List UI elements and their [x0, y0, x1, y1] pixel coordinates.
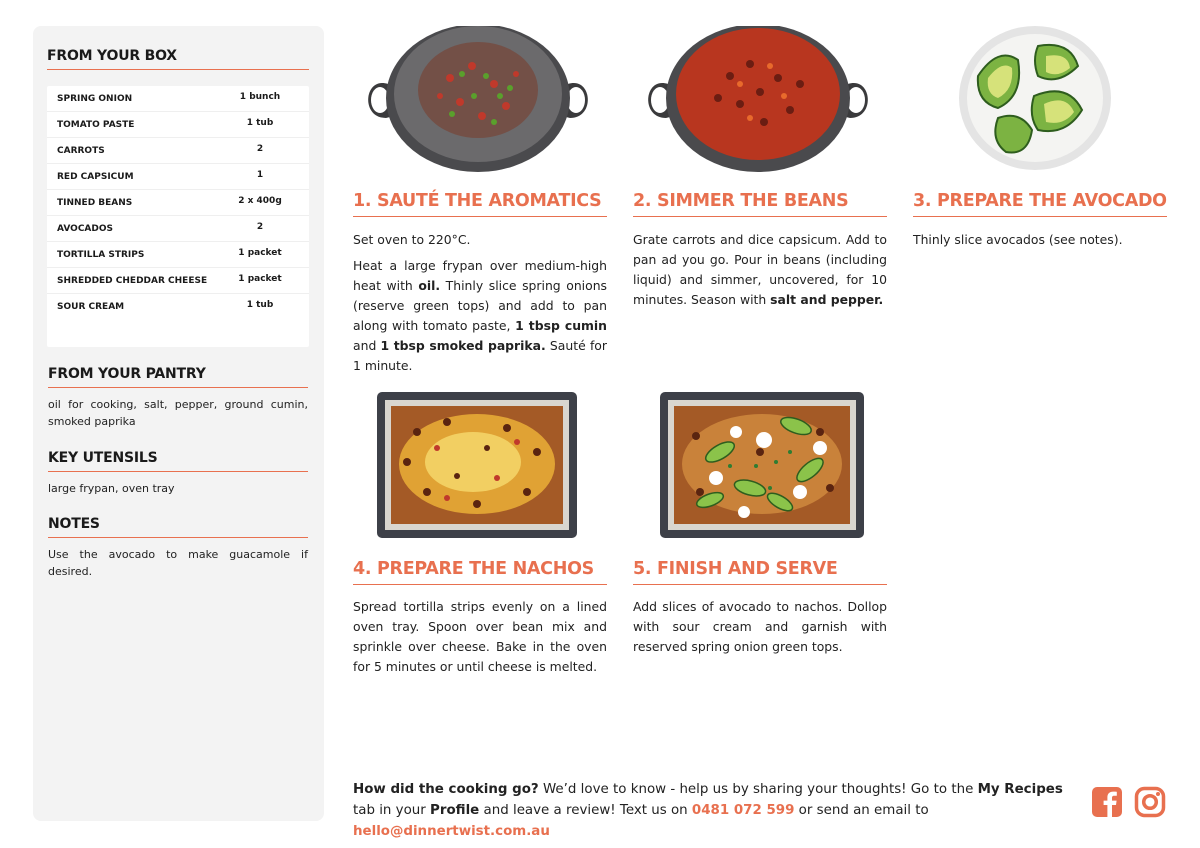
- contact-link[interactable]: hello@dinnertwist.com.au: [353, 824, 550, 839]
- table-row: [47, 164, 309, 190]
- ingredient-qty: 1 tub: [246, 300, 274, 310]
- text-segment: or send an email to: [794, 803, 929, 818]
- text-segment: Thinly slice spring onions (reserve green tops) and add to pan along with tomato paste,: [353, 278, 607, 333]
- step-1-photo: [360, 26, 596, 172]
- ingredient-qty: 1 packet: [238, 274, 282, 284]
- ingredient-name: TORTILLA STRIPS: [57, 250, 145, 260]
- text-segment: 1 tbsp smoked paprika.: [380, 338, 546, 353]
- step-2-photo: [640, 26, 876, 172]
- notes-text: Use the avocado to make guacamole if desired.: [48, 548, 308, 578]
- ingredient-name: SPRING ONION: [57, 94, 133, 104]
- ingredient-qty: 1 bunch: [239, 92, 281, 102]
- text-segment: How did the cooking go?: [353, 782, 539, 797]
- text-segment: We’d love to know - help us by sharing your thoughts! Go to the: [538, 782, 978, 797]
- step-2-body: [633, 230, 887, 316]
- step-4-title: 4. PREPARE THE NACHOS: [353, 559, 607, 585]
- text-segment: salt and pepper.: [770, 292, 884, 307]
- facebook-icon[interactable]: [1091, 786, 1123, 818]
- notes-heading: NOTES: [48, 516, 308, 538]
- step-3-photo: [958, 26, 1112, 170]
- text-segment: Sauté for 1 minute.: [353, 338, 607, 373]
- text-segment: Profile: [430, 803, 480, 818]
- text-segment: and leave a review! Text us on: [479, 803, 692, 818]
- ingredients-table: [47, 86, 309, 347]
- step-4-paragraph-1: Spread tortilla strips evenly on a lined oven tray. Spoon over bean mix and sprinkle over cheese. Bake in the oven for 5 minutes or until cheese is melted.: [353, 599, 607, 674]
- text-segment: Grate carrots and dice capsicum. Add to pan ad you go. Pour in beans (including liquid) and simmer, uncovered, for 10 minutes. Season with: [633, 232, 887, 307]
- step-4-body: [353, 597, 607, 683]
- from-your-box-heading: FROM YOUR BOX: [47, 48, 309, 70]
- ingredient-name: CARROTS: [57, 146, 105, 156]
- step-2-paragraph-1: [633, 230, 887, 310]
- table-row: [47, 268, 309, 294]
- table-row: [47, 138, 309, 164]
- step-2-title: 2. SIMMER THE BEANS: [633, 191, 887, 217]
- text-segment: 1 tbsp cumin: [515, 318, 607, 333]
- step-5-photo: [660, 392, 864, 538]
- text-segment: Heat a large frypan over medium-high heat with: [353, 258, 607, 293]
- table-row: [47, 242, 309, 268]
- step-1-title: 1. SAUTÉ THE AROMATICS: [353, 191, 607, 217]
- table-row: [47, 294, 309, 320]
- ingredient-qty: 1 tub: [246, 118, 274, 128]
- step-3-title: 3. PREPARE THE AVOCADO: [913, 191, 1167, 217]
- step-3-body: [913, 230, 1167, 256]
- ingredient-qty: 2: [256, 222, 264, 232]
- ingredients-sidebar: [33, 26, 324, 821]
- text-segment: oil.: [418, 278, 441, 293]
- ingredient-name: SHREDDED CHEDDAR CHEESE: [57, 276, 208, 286]
- text-segment: My Recipes: [977, 782, 1063, 797]
- key-utensils-heading: KEY UTENSILS: [48, 450, 308, 472]
- text-segment: and: [353, 338, 381, 353]
- step-5-paragraph-1: Add slices of avocado to nachos. Dollop with sour cream and garnish with reserved spring onion green tops.: [633, 599, 887, 654]
- step-5-title: 5. FINISH AND SERVE: [633, 559, 887, 585]
- ingredient-name: TINNED BEANS: [57, 198, 133, 208]
- ingredient-qty: 2: [256, 144, 264, 154]
- contact-link[interactable]: 0481 072 599: [691, 803, 795, 818]
- step-1-paragraph-1: Set oven to 220°C.: [353, 232, 471, 247]
- ingredient-qty: 2 x 400g: [238, 196, 282, 206]
- step-1-paragraph-2: [353, 256, 607, 376]
- table-row: [47, 190, 309, 216]
- ingredient-name: SOUR CREAM: [57, 302, 125, 312]
- ingredient-qty: 1: [256, 170, 264, 180]
- step-1-body: [353, 230, 607, 382]
- ingredient-name: AVOCADOS: [57, 224, 113, 234]
- table-row: [47, 216, 309, 242]
- ingredient-qty: 1 packet: [238, 248, 282, 258]
- step-5-body: [633, 597, 887, 663]
- instagram-icon[interactable]: [1134, 786, 1166, 818]
- feedback-footer: [353, 779, 1078, 842]
- pantry-text: oil for cooking, salt, pepper, ground cumin, smoked paprika: [48, 398, 308, 428]
- utensils-text: large frypan, oven tray: [48, 482, 175, 495]
- step-3-paragraph-1: Thinly slice avocados (see notes).: [913, 232, 1123, 247]
- from-your-pantry-heading: FROM YOUR PANTRY: [48, 366, 308, 388]
- table-row: [47, 112, 309, 138]
- ingredient-name: RED CAPSICUM: [57, 172, 134, 182]
- step-4-photo: [377, 392, 577, 538]
- text-segment: tab in your: [353, 803, 431, 818]
- table-row: [47, 86, 309, 112]
- ingredient-name: TOMATO PASTE: [57, 120, 135, 130]
